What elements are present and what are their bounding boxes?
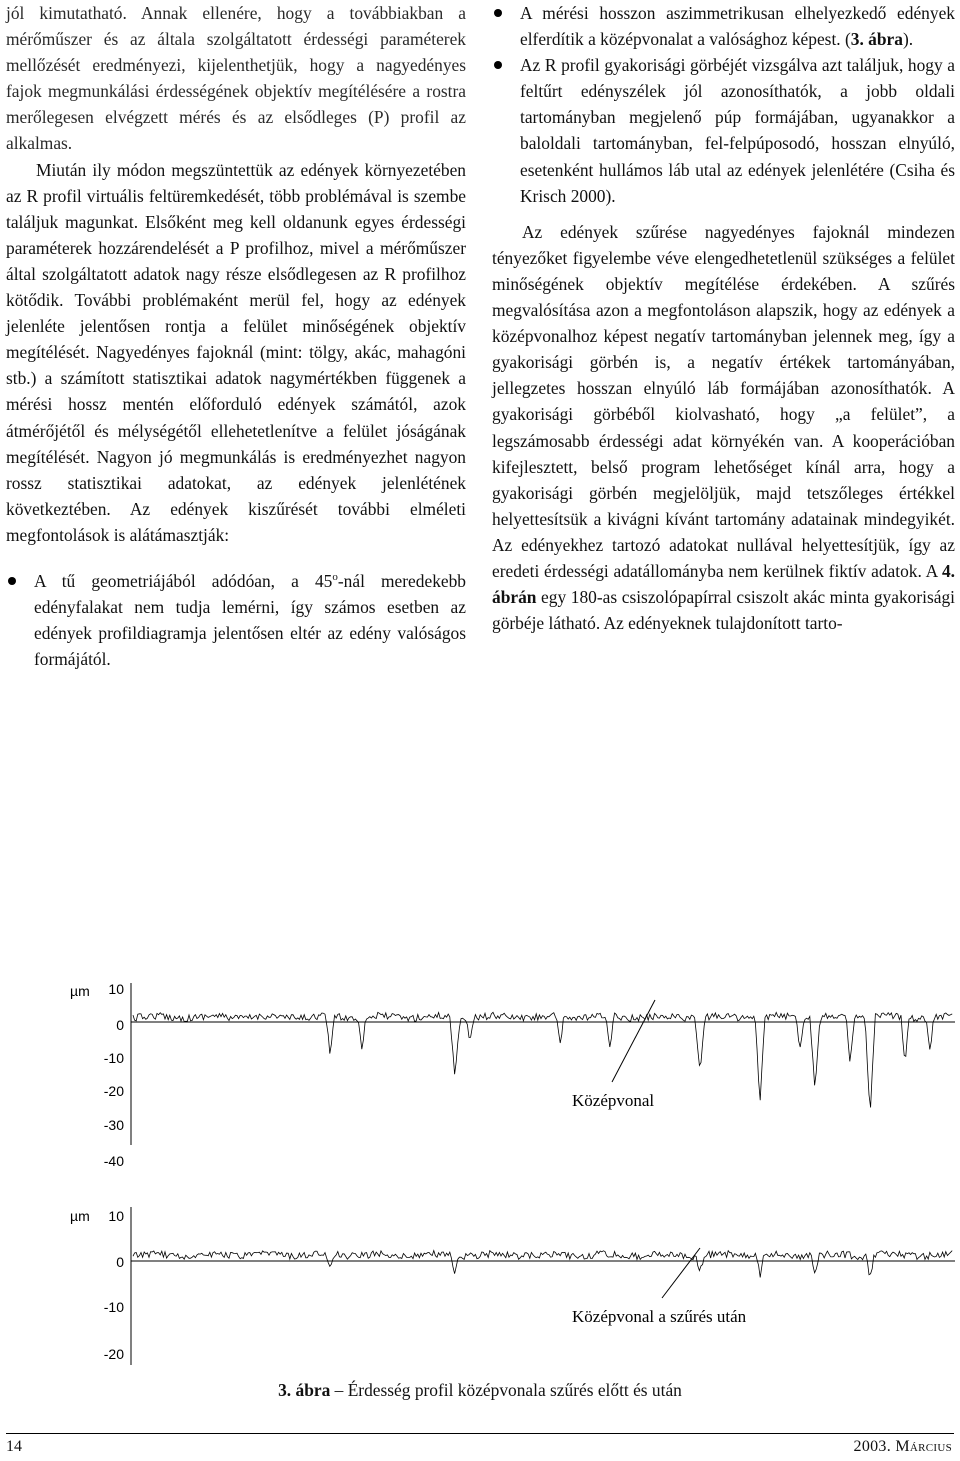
top-tick-label: 0 <box>116 1017 124 1033</box>
top-chart <box>70 981 955 1169</box>
left-column <box>6 0 466 672</box>
paragraph-1: jól kimutatható. Annak ellenére, hogy a továbbiakban a mérőműszer és az általa szolgáltatott érdességi paraméterek mellőzését eredményezi, kijelenthetjük, hogy a nagyedényes fajok megmunkálási érdességének objektív megítélésére a rostra merőlegesen elvégzett mérés és az elsődleges (P) profil az alkalmas. <box>6 3 466 154</box>
bottom-annotation: Középvonal a szűrés után <box>572 1307 747 1326</box>
caption-dash: – <box>330 1380 348 1400</box>
figure-reference: 4. ábrán <box>492 560 955 608</box>
bullet-icon <box>8 577 16 585</box>
bullet-text-b: -nál meredekebb edényfalakat nem tudja lemérni, így számos esetben az edények profildiagramja jelentősen eltér az edény valóságos formájától. <box>34 570 466 670</box>
paragraph-3-text-b: egy 180-as csiszolópapírral csiszolt akác minta gyakorisági görbéje látható. Az edényeknek tulajdonított tarto- <box>492 587 955 634</box>
top-tick-label: -20 <box>103 1083 124 1099</box>
bullet-text-a: A mérési hosszon aszimmetrikusan elhelyezkedő edények elferdítik a középvonalat a valósághoz képest. ( <box>520 3 955 50</box>
top-annotation-leader <box>612 1000 655 1082</box>
bottom-tick-label: 0 <box>116 1254 124 1270</box>
bullet-text-a: A tű geometriájából adódóan, a 45 <box>34 570 333 591</box>
paragraph-2: Miután ily módon megszüntettük az edények környezetében az R profil virtuális feltüremkedését, több problémával is szembe találjuk magunkat. Elsőként meg kell oldanunk egyes érdességi paraméterek hozzárendelését a P profilhoz, mivel a mérőműszer által szolgáltatott adatok nagy része elsődlegesen az R profilhoz kötődik. További problémaként merül fel, hogy az edények jelenléte jelentősen rontja a felület minőségének objektív megítélését. Nagyedényes fajoknál (mint: tölgy, akác, mahagóni stb.) a számított statisztikai adatok nagymértékben függenek a mérési hossz mentén előforduló edények számától, azok átmérőjétől és mélységétől ellehetetlenítve a felület jóságának megítélését. Nagyon jó megmunkálás is eredményezhet nagyon rossz statisztikai adatokat, az edények jelenlétének következtében. Az edények kiszűrését további elméleti megfontolások is alátámasztják: <box>6 159 466 545</box>
paragraph-3 <box>492 219 955 637</box>
top-tick-label: -30 <box>103 1117 124 1133</box>
bottom-tick-label: -10 <box>103 1299 124 1315</box>
caption-text: Érdesség profil középvonala szűrés előtt és után <box>347 1380 682 1400</box>
bottom-unit-label: µm <box>70 1208 90 1224</box>
degree-superscript: o <box>332 571 338 584</box>
bottom-tick-label: 10 <box>108 1208 124 1224</box>
issue-date <box>854 1438 952 1456</box>
roughness-profile-figure <box>0 965 960 1415</box>
bullet-item <box>6 568 466 672</box>
paragraph-3-text-a: Az edények szűrése nagyedényes fajoknál mindezen tényezőket figyelembe véve elengedhetetlenül szükséges a felület minőségének objektív megítélése érdekében. A szűrés megvalósítása azon a megfontoláson alapszik, hogy az edények a középvonalhoz képest negatív tartományban jelennek meg, így a gyakorisági görbén is, a negatív értékek tartományában, jellegzetes hosszan elnyúló láb formájában azonosíthatók. A gyakorisági görbéből kiolvasható, hogy „a felület”, a legszámosabb érdességi adat környékén van. A kooperációban kifejlesztett, belső program lehetőséget kínál arra, hogy a gyakorisági görbén megjelöljük, majd tetszőleges értékkel helyettesítsük a kivágni kívánt tartomány adatainak mindegyikét. Az edényekhez tartozó adatokat nullával helyettesítjük, így az eredeti érdességi adatállományba nem kerülnek fiktív adatok. A <box>492 221 955 581</box>
caption-number: 3. ábra <box>278 1380 331 1400</box>
bullet-list-right <box>492 0 955 209</box>
top-tick-label: -10 <box>103 1050 124 1066</box>
figure-caption <box>0 1380 960 1401</box>
bullet-icon <box>494 61 502 69</box>
bullet-list-left <box>6 568 466 672</box>
top-profile-line <box>133 1012 952 1107</box>
top-tick-label: 10 <box>108 981 124 997</box>
bottom-profile-line <box>133 1251 952 1278</box>
page-number: 14 <box>6 1438 22 1455</box>
figure-reference: 3. ábra <box>850 29 903 50</box>
right-column <box>492 0 955 636</box>
issue-year: 2003. <box>853 1438 892 1455</box>
top-tick-label: -40 <box>103 1153 124 1169</box>
issue-month: Március <box>895 1438 952 1455</box>
bullet-icon <box>494 9 502 17</box>
bullet-item <box>492 0 955 52</box>
bottom-tick-label: -20 <box>103 1346 124 1362</box>
footer-rule <box>6 1433 954 1434</box>
bullet-item <box>492 52 955 209</box>
bullet-text-b: ). <box>902 29 914 50</box>
top-unit-label: µm <box>70 983 90 999</box>
bottom-chart <box>70 1207 955 1365</box>
top-annotation: Középvonal <box>572 1091 655 1110</box>
bullet-text: Az R profil gyakorisági görbéjét vizsgálva azt találjuk, hogy a feltűrt edényszélek jól azonosíthatók, a jobb oldali tartományban megjelenő púp formájában, ugyanakkor a baloldali tartományban, fel-felpúposodó, hosszan elnyúló, esetenként hullámos láb utal az edények jelenlétére (Csiha és Krisch 2000). <box>520 55 955 206</box>
